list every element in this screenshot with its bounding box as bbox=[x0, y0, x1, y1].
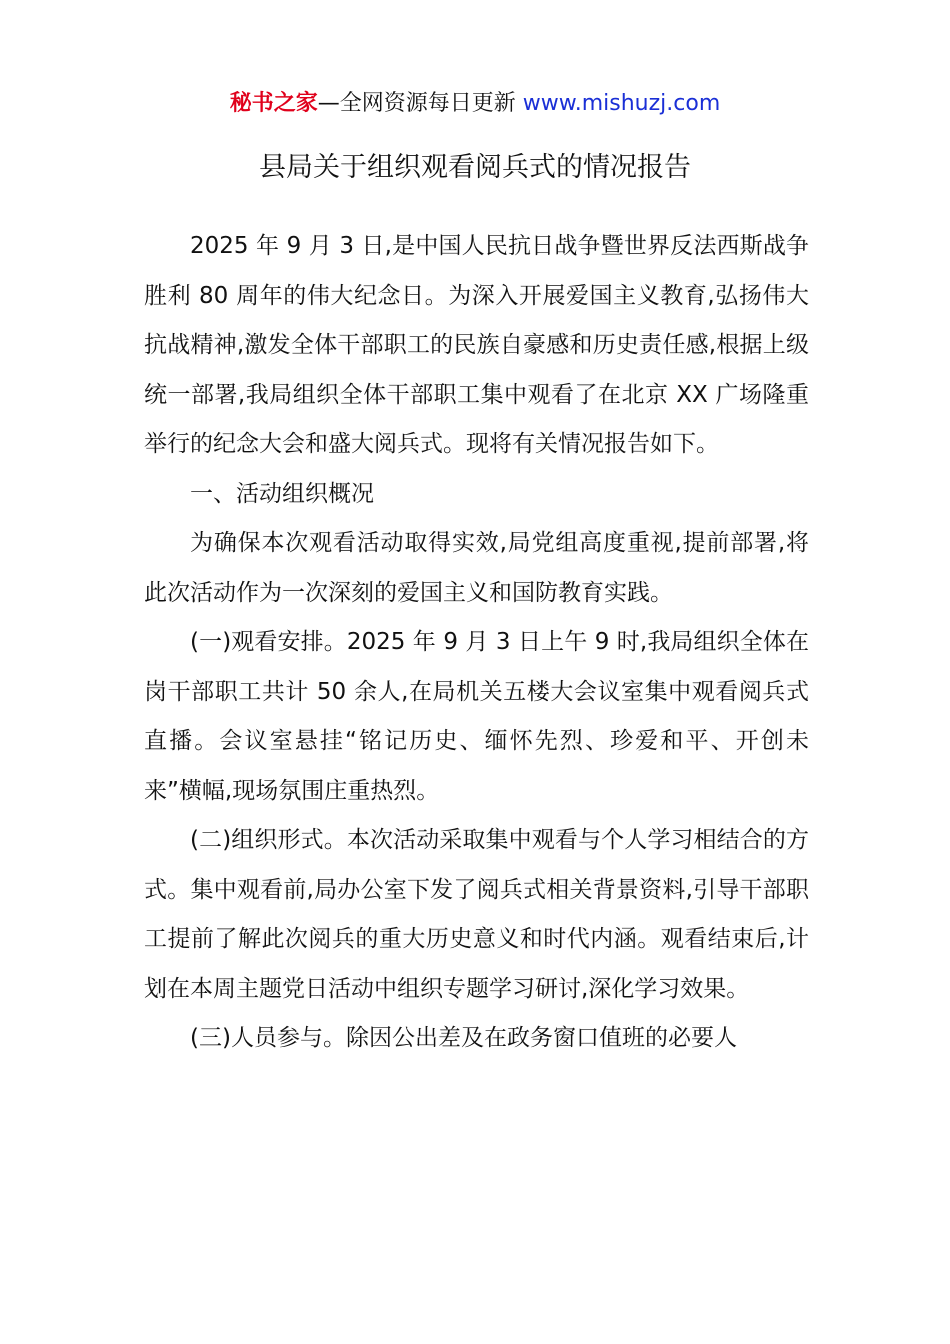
document-body bbox=[144, 222, 809, 1064]
body-paragraph: (三)人员参与。除因公出差及在政务窗口值班的必要人 bbox=[190, 1025, 737, 1051]
intro-paragraph: 2025 年 9 月 3 日,是中国人民抗日战争暨世界反法西斯战争胜利 80 周年的伟大纪念日。为深入开展爱国主义教育,弘扬伟大抗战精神,激发全体干部职工的民族自豪感和历史责任感,根据上级统一部署,我局组织全体干部职工集中观看了在北京 XX 广场隆重举行的纪念大会和盛大阅兵式。现将有关情况报告如下。 bbox=[144, 233, 809, 457]
body-paragraph: (一)观看安排。2025 年 9 月 3 日上午 9 时,我局组织全体在岗干部职工共计 50 余人,在局机关五楼大会议室集中观看阅兵式直播。会议室悬挂“铭记历史、缅怀先烈、珍爱和平、开创未来”横幅,现场氛围庄重热烈。 bbox=[144, 629, 809, 804]
brand-name: 秘书之家 bbox=[229, 91, 318, 116]
header-tagline: —全网资源每日更新 bbox=[317, 91, 516, 116]
site-link[interactable]: www.mishuzj.com bbox=[522, 91, 721, 116]
site-header bbox=[0, 86, 950, 122]
body-paragraph: 为确保本次观看活动取得实效,局党组高度重视,提前部署,将此次活动作为一次深刻的爱国主义和国防教育实践。 bbox=[144, 530, 809, 606]
body-paragraph: (二)组织形式。本次活动采取集中观看与个人学习相结合的方式。集中观看前,局办公室下发了阅兵式相关背景资料,引导干部职工提前了解此次阅兵的重大历史意义和时代内涵。观看结束后,计划在本周主题党日活动中组织专题学习研讨,深化学习效果。 bbox=[144, 827, 809, 1002]
document-title: 县局关于组织观看阅兵式的情况报告 bbox=[259, 152, 691, 183]
section-heading-1: 一、活动组织概况 bbox=[190, 480, 374, 507]
